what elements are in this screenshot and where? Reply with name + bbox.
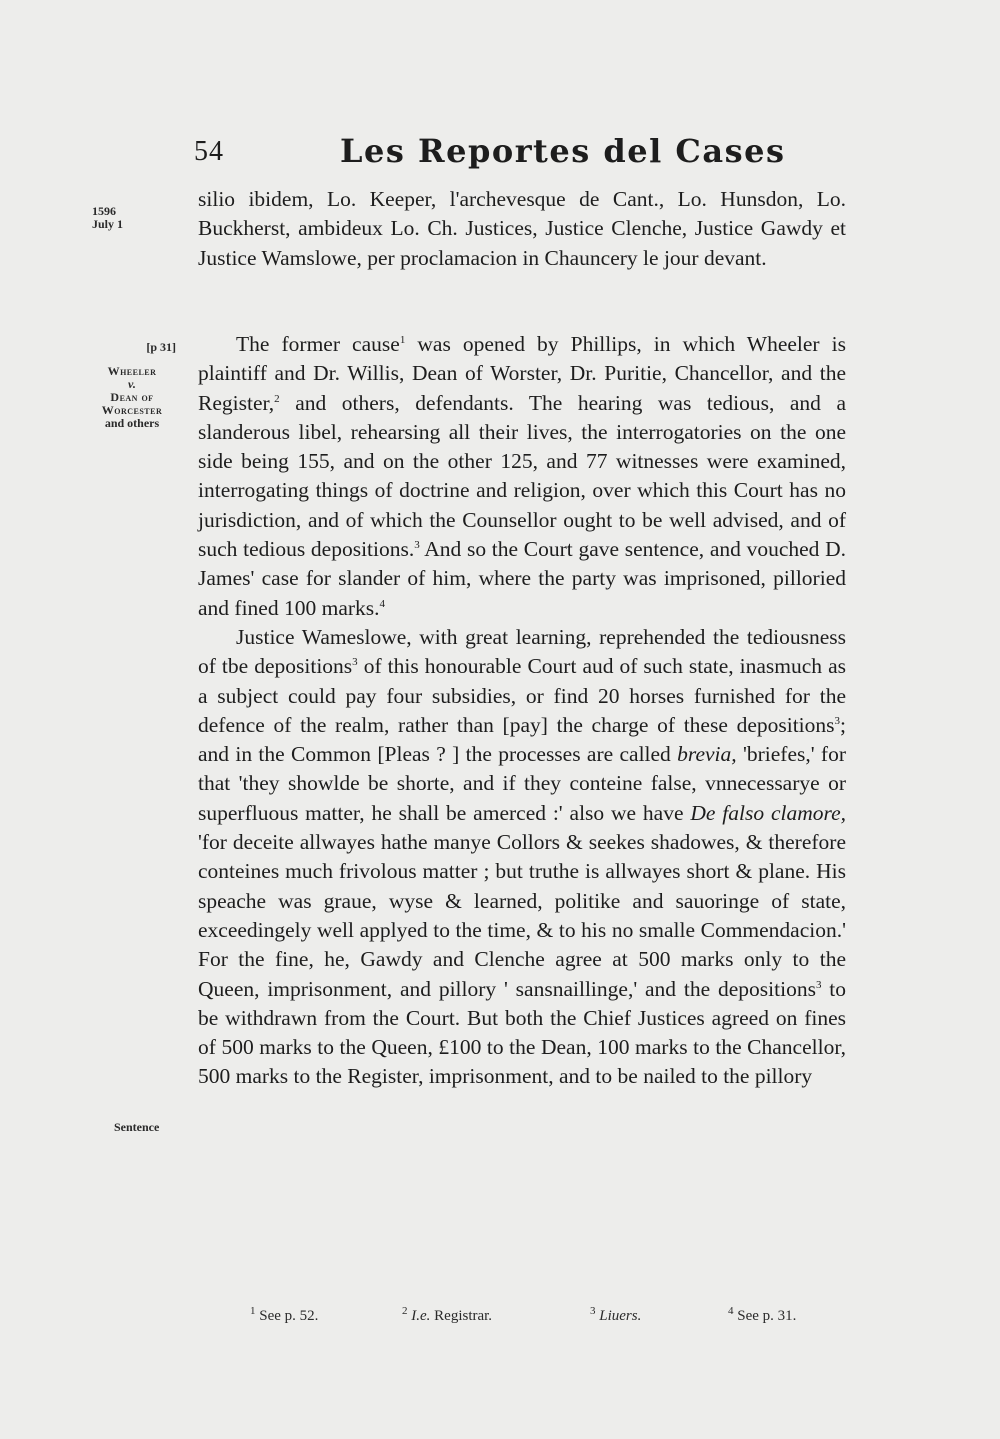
footnote-ref: 3 — [834, 714, 841, 727]
case-defendant-2: Worcester — [101, 403, 163, 417]
footnote-ref: 2 — [274, 392, 280, 405]
footnote-ref: 3 — [352, 656, 358, 669]
running-title: Les Reportes del Cases — [340, 132, 786, 170]
paragraph-wameslowe — [198, 623, 846, 1092]
footnote-text: See p. 31. — [737, 1308, 797, 1324]
footnotes — [250, 1305, 850, 1330]
footnote-4 — [728, 1305, 797, 1325]
footnote-text: See p. 52. — [259, 1308, 319, 1324]
text-run: 'for deceite allwayes hathe manye Collors & seekes shadowes, & therefore conteines much frivolous matter ; but truthe is allwayes short & plane. His speache was graue, wyse & learned, politike and sauoringe of state, exceedingely well applyed to the time, & to his no smalle Commendacion.' For the fine, he, Gawdy and Clenche agree at 500 marks only to the Queen, imprisonment, and pillory ' sansnaillinge,' and the depositions — [198, 830, 846, 1001]
margin-day: July 1 — [92, 217, 124, 231]
text-run: was opened by Phillips, in which Wheeler is plaintiff and Dr. Willis, Dean of Worster, Dr. Puritie, Chancellor, and the Register, — [198, 332, 846, 415]
margin-case-name — [86, 365, 178, 430]
footnote-number: 4 — [728, 1305, 734, 1317]
footnote-italic: I.e. — [411, 1308, 431, 1324]
margin-folio: [p 31] — [146, 340, 176, 354]
italic-term: De falso clamore, — [690, 800, 846, 825]
footnote-2 — [402, 1305, 493, 1325]
case-versus: v. — [128, 377, 136, 391]
text-run: The former cause — [236, 332, 400, 356]
text-run: And so the Court gave sentence, and vouched D. James' case for slander of him, where the party was imprisoned, pilloried and fined 100 marks. — [198, 537, 847, 620]
margin-date — [92, 205, 184, 231]
footnote-text: Registrar. — [430, 1308, 493, 1324]
footnote-3 — [590, 1305, 642, 1325]
text-run: to be withdrawn from the Court. But both the Chief Justices agreed on fines of 500 marks to the Queen, £100 to the Dean, 100 marks to the Chancellor, 500 marks to the Register, imprisonment, and to be nailed to the pillory — [198, 976, 846, 1089]
text-run: ; and in the Common [Pleas ? ] the processes are called — [198, 712, 846, 767]
footnote-ref: 1 — [399, 333, 406, 346]
text-block-1 — [198, 185, 846, 273]
footnote-1 — [250, 1305, 319, 1325]
case-defendant-3: and others — [104, 416, 160, 430]
footnote-ref: 3 — [815, 978, 822, 991]
text-block-2 — [198, 330, 846, 1092]
margin-year: 1596 — [92, 204, 116, 218]
case-defendant-1: Dean of — [110, 390, 154, 404]
footnote-ref: 3 — [414, 538, 420, 551]
text-run: of this honourable Court aud of such state, inasmuch as a subject could pay four subsidies, or find 20 horses furnished for the defence of the realm, rather than [pay] the charge of these depositions — [198, 654, 846, 737]
footnote-italic: Liuers. — [599, 1308, 642, 1324]
case-plaintiff: Wheeler — [107, 364, 157, 378]
footnote-ref: 4 — [379, 597, 386, 610]
text-run: and others, defendants. The hearing was tedious, and a slanderous libel, rehearsing all their lives, the interrogatories on the one side being 155, and on the other 125, and 77 witnesses were examined, interrogating things of doctrine and religion, over which this Court has no jurisdiction, and of which the Counsellor ought to be well advised, and of such tedious depositions. — [198, 390, 846, 562]
page-header — [190, 132, 850, 172]
text-run: 'briefes,' for that 'they showlde be shorte, and if they conteine false, vnnecessarye or superfluous matter, he shall be amerced :' also we have — [198, 742, 846, 825]
footnote-number: 3 — [590, 1305, 596, 1317]
page-number: 54 — [194, 136, 224, 167]
paragraph-continuation: silio ibidem, Lo. Keeper, l'archevesque de Cant., Lo. Hunsdon, Lo. Buckherst, ambideux Lo. Ch. Justices, Justice Clenche, Justice Gawdy et Justice Wamslowe, per proclamacion in Chauncery le jour devant. — [198, 187, 846, 270]
footnote-number: 2 — [402, 1305, 408, 1317]
margin-sentence: Sentence — [114, 1120, 160, 1134]
paragraph-former-cause — [198, 330, 846, 623]
italic-term: brevia, — [677, 742, 737, 767]
text-run: Justice Wameslowe, with great learning, reprehended the tediousness of tbe depositions — [198, 624, 846, 679]
footnote-number: 1 — [250, 1305, 256, 1317]
